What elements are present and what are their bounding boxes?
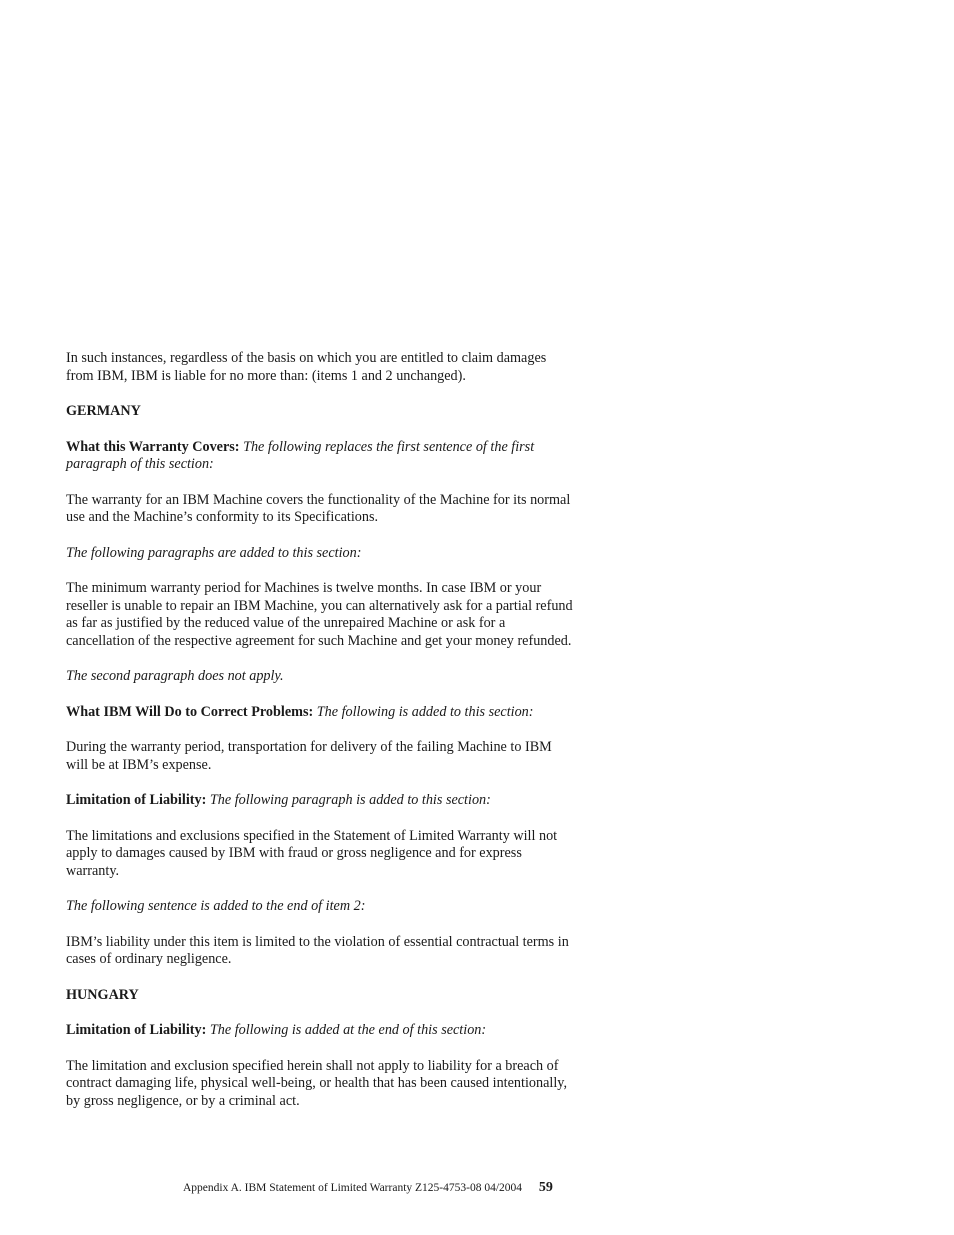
germany-heading: GERMANY (66, 403, 141, 419)
document-body (66, 350, 576, 1128)
hungary-liability-label: Limitation of Liability: (66, 1022, 207, 1038)
germany-liability-note: The following paragraph is added to this section: (209, 792, 491, 808)
germany-covers-note: The following replaces the first sentence of the first paragraph of this section: (66, 438, 535, 472)
germany-liability-label: Limitation of Liability: (66, 792, 207, 808)
page-footer (183, 1180, 573, 1196)
germany-minimum-text: The minimum warranty period for Machines is twelve months. In case IBM or your reseller is unable to repair an IBM Machine, you can alternatively ask for a partial refund as far as justified by the reduced value of the unrepaired Machine or ask for a cancellation of the respective agreement for such Machine and get your money refunded. (66, 580, 573, 649)
germany-item2-text: IBM’s liability under this item is limited to the violation of essential contractual terms in cases of ordinary negligence. (66, 933, 569, 967)
germany-second-paragraph-note: The second paragraph does not apply. (66, 668, 284, 684)
intro-paragraph: In such instances, regardless of the basis on which you are entitled to claim damages from IBM, IBM is liable for no more than: (items 1 and 2 unchanged). (66, 350, 547, 384)
hungary-liability-text: The limitation and exclusion specified herein shall not apply to liability for a breach of contract damaging life, physical well-being, or health that has been caused intentionally, by gross negligence, or by a criminal act. (66, 1057, 567, 1109)
germany-liability-paragraph (66, 792, 576, 810)
germany-item2-note: The following sentence is added to the end of item 2: (66, 898, 366, 914)
page-number: 59 (538, 1180, 553, 1195)
germany-correct-label: What IBM Will Do to Correct Problems: (66, 703, 314, 720)
germany-correct-paragraph (66, 704, 576, 722)
germany-correct-note: The following is added to this section: (316, 703, 534, 720)
germany-correct-text: During the warranty period, transportation for delivery of the failing Machine to IBM will be at IBM’s expense. (66, 739, 552, 773)
hungary-liability-note: The following is added at the end of this section: (209, 1022, 487, 1038)
footer-text: Appendix A. IBM Statement of Limited Warranty Z125-4753-08 04/2004 (183, 1182, 523, 1194)
germany-covers-paragraph (66, 439, 576, 474)
germany-added-note: The following paragraphs are added to this section: (66, 544, 362, 561)
germany-covers-label: What this Warranty Covers: (66, 438, 240, 455)
hungary-liability-paragraph (66, 1022, 576, 1040)
hungary-heading: HUNGARY (66, 986, 139, 1003)
germany-covers-text: The warranty for an IBM Machine covers the functionality of the Machine for its normal use and the Machine’s conformity to its Specifications. (66, 491, 571, 525)
germany-liability-text: The limitations and exclusions specified in the Statement of Limited Warranty will not apply to damages caused by IBM with fraud or gross negligence and for express warranty. (66, 827, 558, 879)
